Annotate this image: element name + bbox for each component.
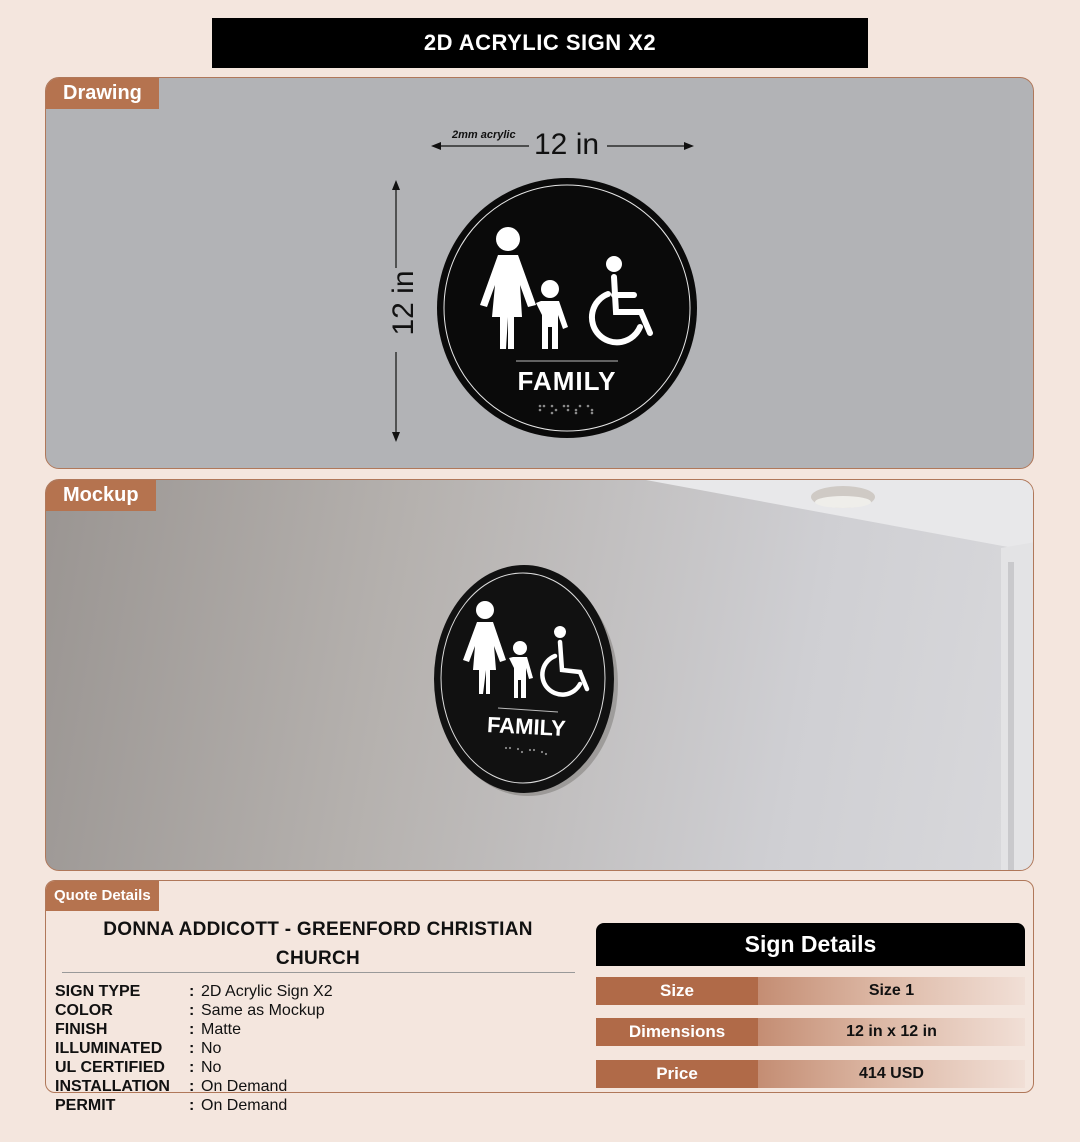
quote-tab-label: Quote Details xyxy=(46,881,159,911)
drawing-tab-label: Drawing xyxy=(46,78,159,109)
sign-drawing-text: FAMILY xyxy=(517,366,617,396)
spec-key: ILLUMINATED xyxy=(55,1040,163,1057)
spec-key: INSTALLATION xyxy=(55,1078,170,1095)
mockup-panel xyxy=(45,479,1034,871)
material-note: 2mm acrylic xyxy=(452,129,516,141)
width-label: 12 in xyxy=(534,128,600,161)
spec-key: COLOR xyxy=(55,1002,113,1019)
sign-mockup-text: FAMILY xyxy=(486,711,567,742)
detail-value: Size 1 xyxy=(758,977,1025,1005)
spec-value: 2D Acrylic Sign X2 xyxy=(201,983,333,1000)
sign-details-row-size xyxy=(596,977,1025,1005)
detail-value: 12 in x 12 in xyxy=(758,1018,1025,1046)
detail-label: Size xyxy=(596,977,758,1005)
sign-details-title: Sign Details xyxy=(596,923,1025,966)
spec-value: No xyxy=(201,1059,222,1076)
detail-value: 414 USD xyxy=(758,1060,1025,1088)
customer-divider xyxy=(62,972,575,973)
spec-value: Same as Mockup xyxy=(201,1002,325,1019)
page-title: 2D ACRYLIC SIGN X2 xyxy=(212,18,868,68)
sign-mockup xyxy=(430,562,620,798)
spec-key: UL CERTIFIED xyxy=(55,1059,165,1076)
spec-value: No xyxy=(201,1040,222,1057)
spec-value: Matte xyxy=(201,1021,242,1038)
spec-value: On Demand xyxy=(201,1097,288,1114)
spec-key: SIGN TYPE xyxy=(55,983,141,1000)
sign-details-row-price xyxy=(596,1060,1025,1088)
spec-key: PERMIT xyxy=(55,1097,116,1114)
height-label: 12 in xyxy=(387,270,420,336)
detail-label: Dimensions xyxy=(596,1018,758,1046)
spec-key: FINISH xyxy=(55,1021,108,1038)
sign-details-row-dimensions xyxy=(596,1018,1025,1046)
detail-label: Price xyxy=(596,1060,758,1088)
drawing-panel xyxy=(45,77,1034,469)
mockup-tab-label: Mockup xyxy=(46,480,156,511)
customer-name: DONNA ADDICOTT - GREENFORD CHRISTIAN CHURCH xyxy=(103,919,533,969)
spec-value: On Demand xyxy=(201,1078,288,1095)
sign-drawing xyxy=(436,177,698,439)
